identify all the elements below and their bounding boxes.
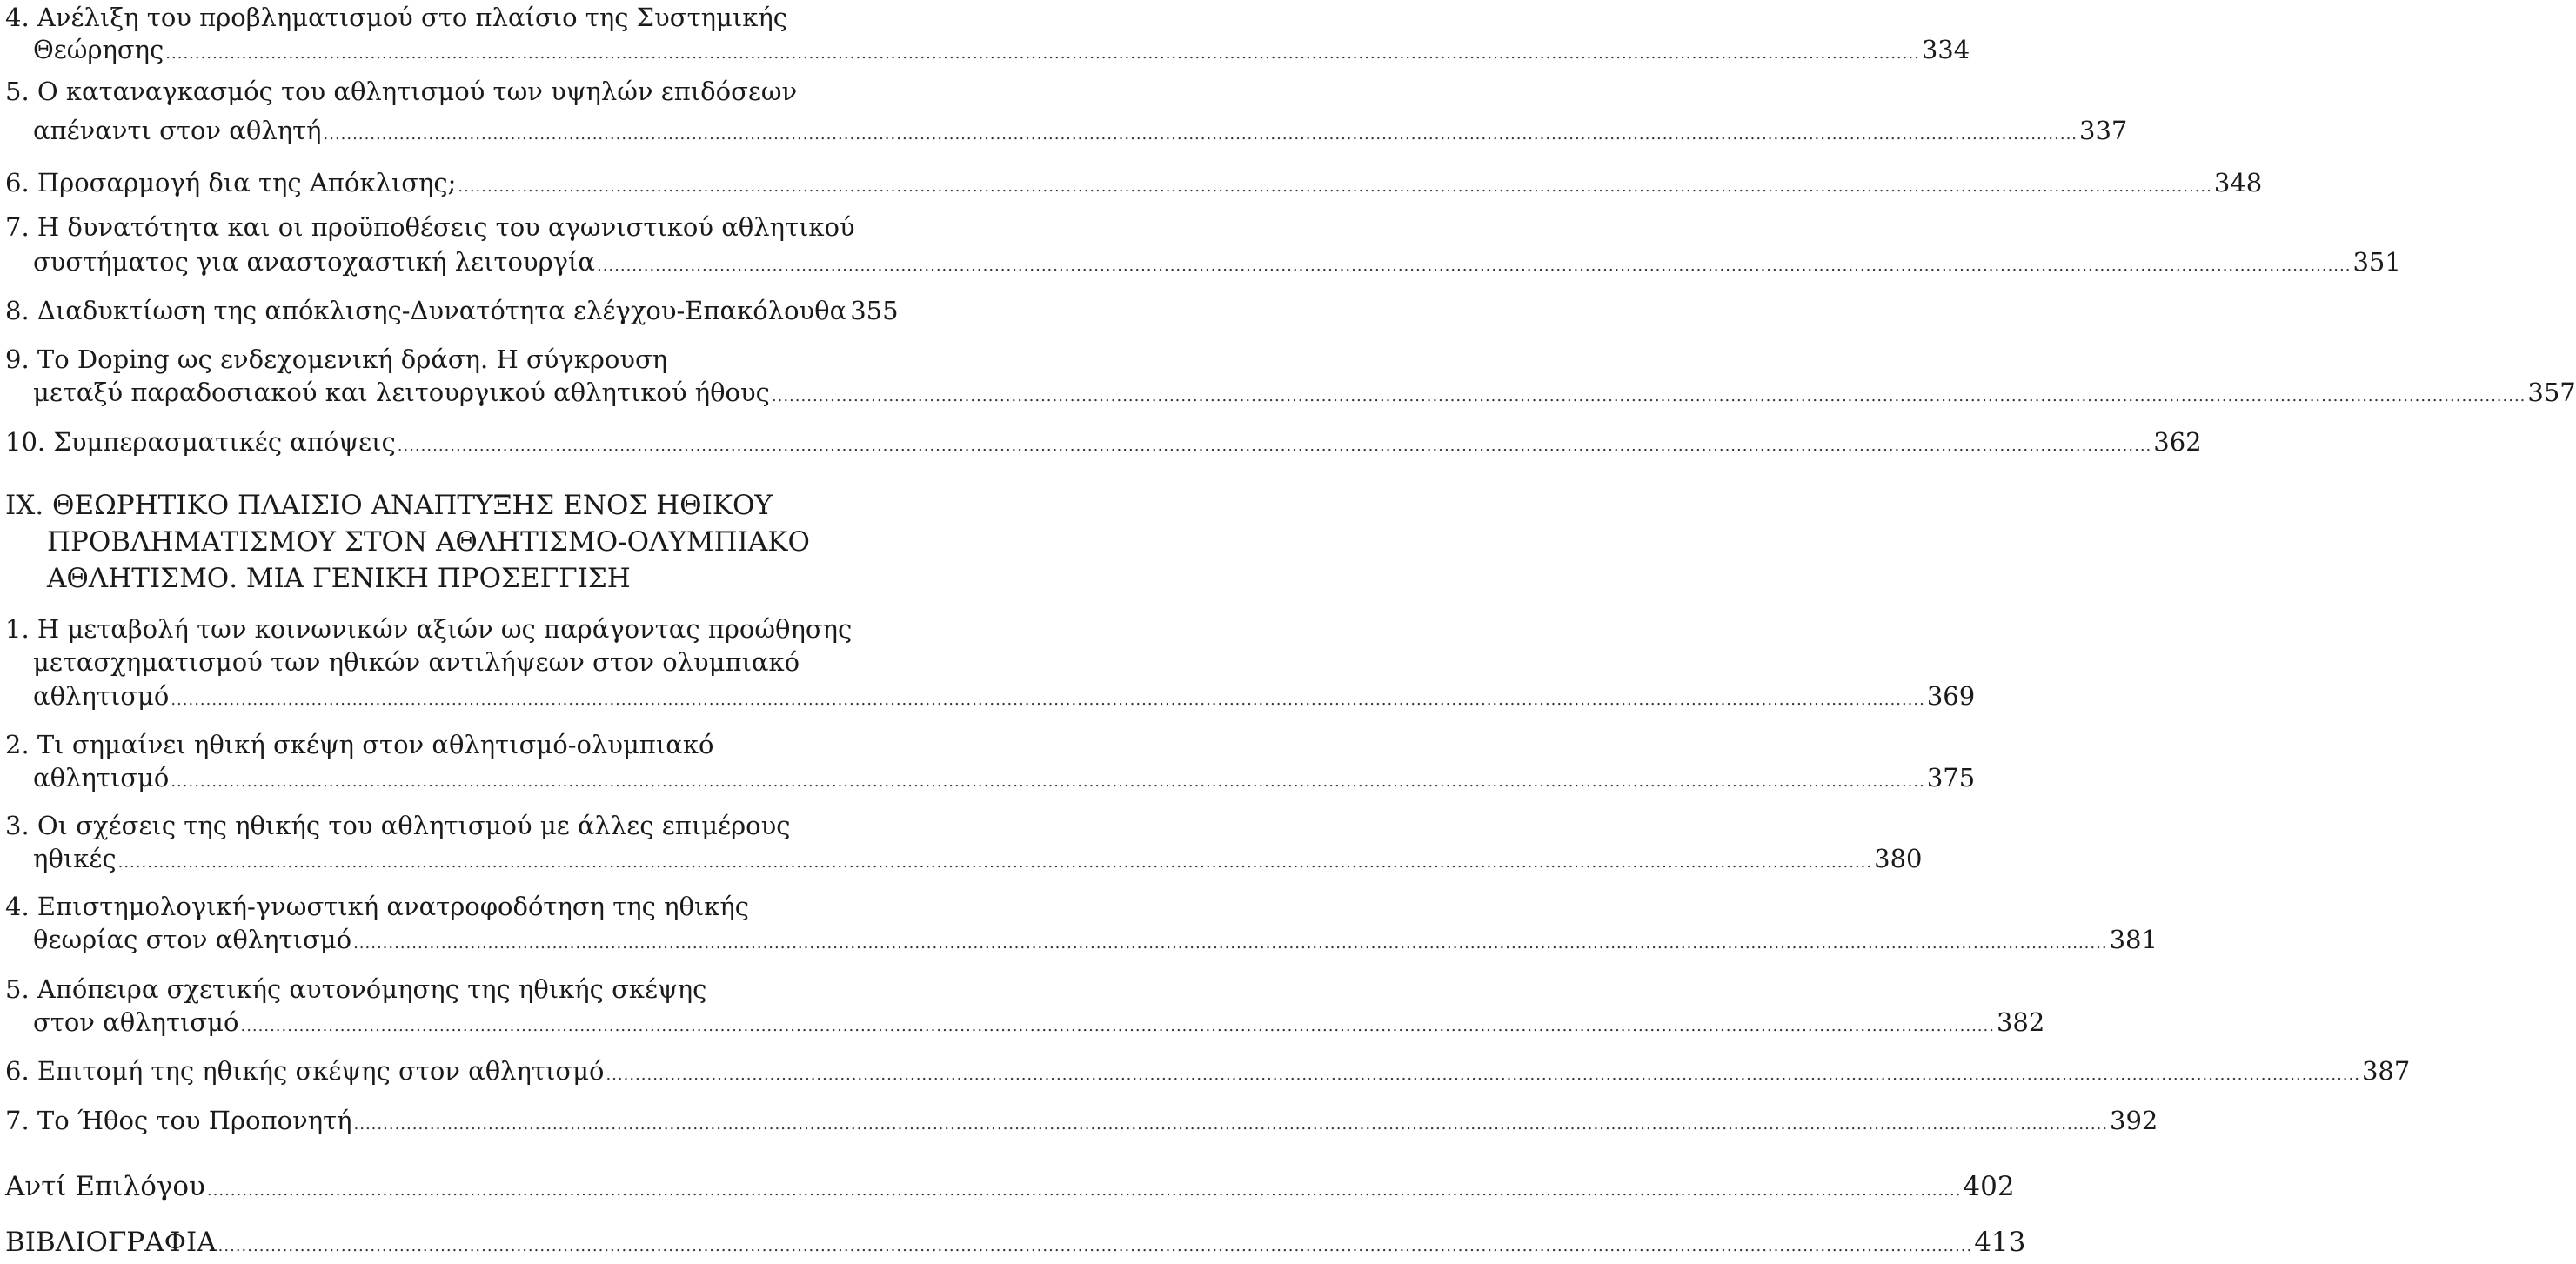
page-number: 392 (2110, 1106, 2158, 1135)
page-number: 382 (1996, 1007, 2045, 1037)
toc-entry-text: Αντί Επιλόγου (5, 1171, 205, 1202)
dot-leader (398, 429, 2152, 464)
page-number: 348 (2213, 168, 2263, 197)
toc-entry (0, 808, 1923, 878)
toc-entry-lastline (5, 244, 2401, 284)
dot-leader (207, 1174, 1962, 1208)
toc-entry-text: 4. Ανέλιξη του προβληματισμού στο πλαίσιο της Συστημικής (5, 3, 787, 32)
dot-leader (458, 170, 2212, 204)
section-heading-line: ΑΘΛΗΤΙΣΜΟ. ΜΙΑ ΓΕΝΙΚΗ ΠΡΟΣΕΓΓΙΣΗ (47, 563, 631, 594)
toc-entry-text: απέναντι στον αθλητή (33, 116, 322, 145)
toc-entry (0, 342, 2576, 411)
toc-entry-text: ηθικές (33, 844, 117, 873)
toc-entry-text: αθλητισμό (33, 763, 170, 793)
toc-entry-lastline (5, 1005, 2045, 1044)
dot-leader (218, 1229, 1973, 1264)
page-number: 351 (2352, 247, 2401, 277)
page-number: 375 (1926, 763, 1976, 793)
section-heading-line: ΠΡΟΒΛΗΜΑΤΙΣΜΟΥ ΣΤΟΝ ΑΘΛΗΤΙΣΜΟ-ΟΛΥΜΠΙΑΚΟ (47, 526, 810, 558)
toc-entry-text: θεωρίας στον αθλητισμό (33, 925, 352, 954)
toc-entry-text: 9. Το Doping ως ενδεχομενική δράση. Η σύγκρουση (5, 344, 668, 374)
toc-entry-text: 7. Η δυνατότητα και οι προϋποθέσεις του αγωνιστικού αθλητικού (5, 212, 855, 242)
page-number: 369 (1926, 681, 1976, 711)
toc-entry-lastline (5, 841, 1923, 880)
toc-entry-text: 2. Τι σημαίνει ηθική σκέψη στον αθλητισμό-ολυμπιακό (5, 730, 714, 759)
toc-entry-text: μεταξύ παραδοσιακού και λειτουργικού αθλητικού ήθους (33, 378, 770, 407)
toc-entry-lastline (5, 1225, 2026, 1264)
toc-entry-text: στον αθλητισμό (33, 1007, 239, 1037)
toc-entry-lastline (5, 760, 1976, 799)
toc-entry (0, 612, 1976, 716)
dot-leader (324, 117, 2078, 152)
toc-entry (0, 1103, 2158, 1138)
toc-entry (0, 727, 1976, 797)
page-number: 402 (1963, 1171, 2015, 1202)
toc-entry-lastline (5, 679, 1976, 718)
toc-entry-lastline (5, 165, 2263, 204)
toc-entry (0, 210, 2401, 279)
toc-entry (0, 1053, 2411, 1088)
toc-entry-text: 4. Επιστημολογική-γνωστική ανατροφοδότηση της ηθικής (5, 892, 750, 921)
toc-entry-lastline (5, 425, 2202, 464)
dot-leader (118, 846, 1873, 880)
page-number: 387 (2361, 1056, 2411, 1086)
toc-entry (0, 889, 2158, 959)
toc-entry-text: συστήματος για αναστοχαστική λειτουργία (33, 247, 595, 277)
toc-entry-lastline (5, 113, 2128, 152)
dot-leader (171, 765, 1925, 799)
toc-entry (0, 1169, 2015, 1204)
toc-entry (0, 0, 1970, 70)
page-number: 381 (2109, 925, 2158, 954)
dot-leader (353, 926, 2108, 961)
toc-entry-text: αθλητισμό (33, 681, 170, 711)
dot-leader (606, 1058, 2360, 1093)
toc-entry-text: μετασχηματισμού των ηθικών αντιλήψεων στον ολυμπιακό (33, 647, 800, 677)
dot-leader (165, 37, 1920, 71)
toc-entry (0, 293, 899, 328)
toc-entry-lastline (5, 32, 1970, 71)
dot-leader (772, 379, 2526, 414)
toc-entry (0, 972, 2045, 1041)
toc-entry-text: Θεώρησης (33, 35, 164, 64)
page-number: 380 (1874, 844, 1923, 873)
page-number: 337 (2079, 116, 2128, 145)
page-number: 355 (850, 296, 899, 325)
dot-leader (354, 1107, 2109, 1142)
section-heading (5, 487, 832, 597)
toc-entry-lastline (5, 293, 899, 332)
page-number: 334 (1921, 35, 1970, 64)
toc-entry-text: 10. Συμπερασματικές απόψεις (5, 427, 396, 457)
dot-leader (597, 249, 2352, 284)
toc-entry-text: 3. Οι σχέσεις της ηθικής του αθλητισμού με άλλες επιμέρους (5, 811, 791, 840)
toc-entry-text: 6. Προσαρμογή δια της Απόκλισης; (5, 168, 457, 197)
toc-entry-text: 1. Η μεταβολή των κοινωνικών αξιών ως παράγοντας προώθησης (5, 614, 853, 644)
toc-entry-text: ΒΙΒΛΙΟΓΡΑΦΙΑ (5, 1227, 217, 1258)
toc-entry-lastline (5, 1053, 2411, 1093)
dot-leader (171, 683, 1925, 718)
toc-entry-text: 7. Το Ήθος του Προπονητή (5, 1106, 352, 1135)
toc-entry-text: 8. Διαδυκτίωση της απόκλισης-Δυνατότητα ελέγχου-Επακόλουθα (5, 296, 847, 325)
toc-entry (0, 425, 2202, 459)
toc-entry (0, 74, 2128, 145)
toc-entry-text: 6. Επιτομή της ηθικής σκέψης στον αθλητισμό (5, 1056, 605, 1086)
toc-entry-lastline (5, 922, 2158, 961)
dot-leader (240, 1009, 1995, 1044)
page-number: 357 (2527, 378, 2576, 407)
toc-entry (0, 165, 2263, 200)
toc-entry-lastline (5, 1169, 2015, 1208)
page-number: 362 (2153, 427, 2202, 457)
toc-entry (0, 1225, 2026, 1260)
toc-entry-lastline (5, 375, 2576, 414)
toc-entry-text: 5. Ο καταναγκασμός του αθλητισμού των υψηλών επιδόσεων (5, 77, 798, 106)
section-heading-line: IX. ΘΕΩΡΗΤΙΚΟ ΠΛΑΙΣΙΟ ΑΝΑΠΤΥΞΗΣ ΕΝΟΣ ΗΘΙΚΟΥ (5, 490, 773, 521)
toc-entry-lastline (5, 1103, 2158, 1142)
page-number: 413 (1974, 1227, 2026, 1258)
toc-entry-text: 5. Απόπειρα σχετικής αυτονόμησης της ηθικής σκέψης (5, 974, 707, 1004)
